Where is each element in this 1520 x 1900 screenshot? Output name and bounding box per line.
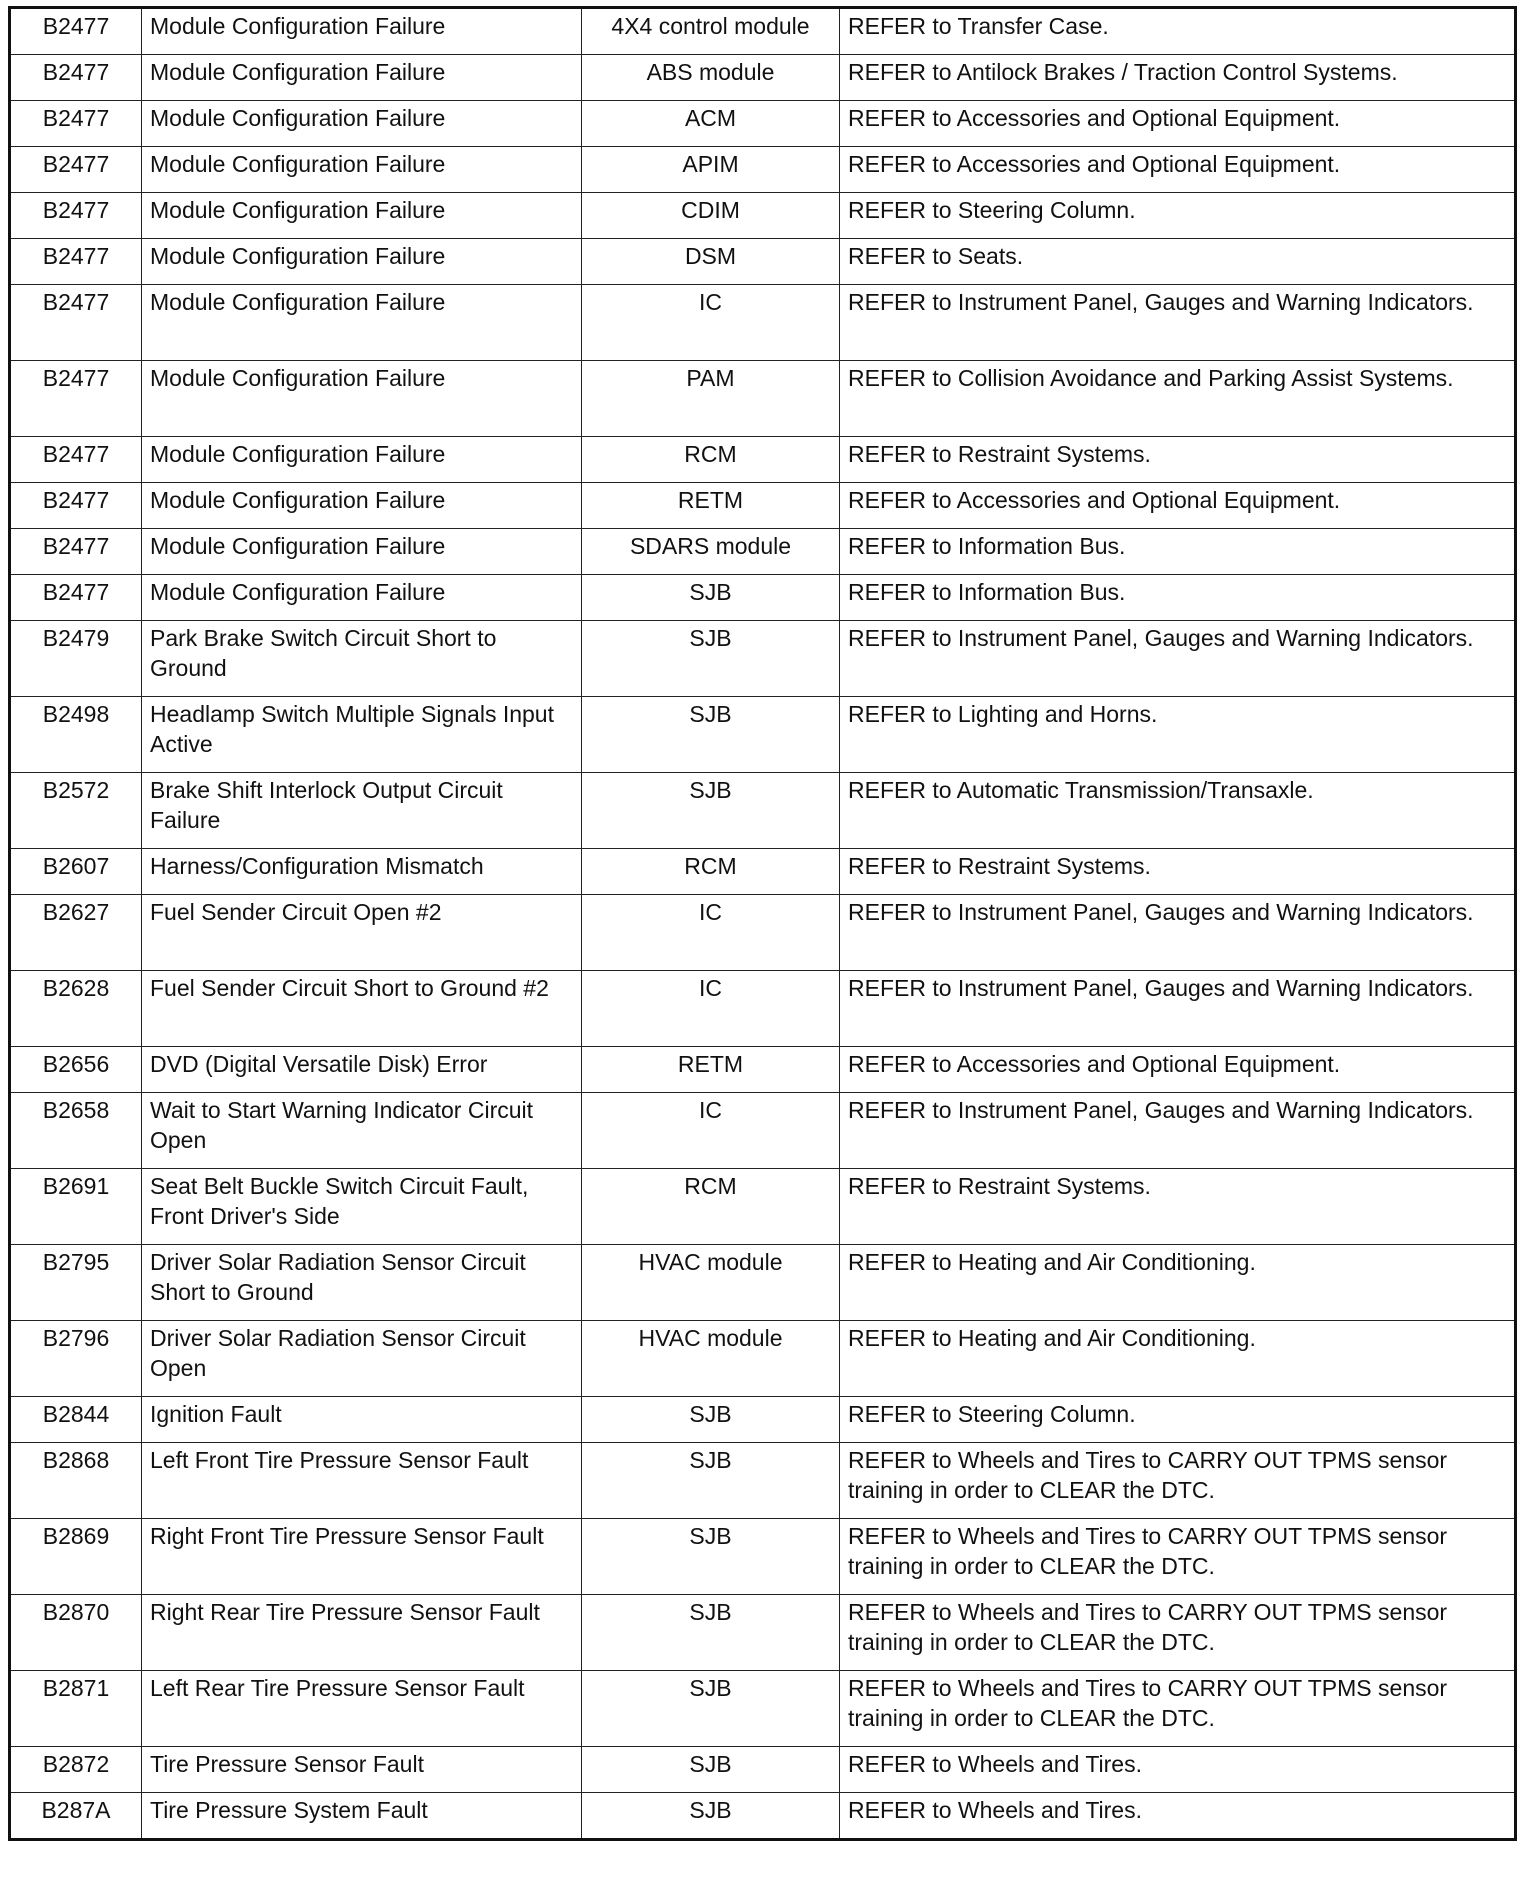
dtc-action-cell: REFER to Instrument Panel, Gauges and Warning Indicators. xyxy=(840,895,1516,971)
dtc-description-cell: Brake Shift Interlock Output Circuit Failure xyxy=(142,773,582,849)
dtc-code-cell: B2477 xyxy=(10,147,142,193)
dtc-code-cell: B2627 xyxy=(10,895,142,971)
dtc-module-cell: HVAC module xyxy=(582,1321,840,1397)
dtc-action-cell: REFER to Collision Avoidance and Parking Assist Systems. xyxy=(840,361,1516,437)
dtc-module-cell: IC xyxy=(582,895,840,971)
dtc-module-cell: DSM xyxy=(582,239,840,285)
dtc-module-cell: CDIM xyxy=(582,193,840,239)
dtc-action-cell: REFER to Transfer Case. xyxy=(840,8,1516,55)
dtc-code-cell: B2572 xyxy=(10,773,142,849)
dtc-action-cell: REFER to Automatic Transmission/Transaxle. xyxy=(840,773,1516,849)
dtc-action-cell: REFER to Instrument Panel, Gauges and Warning Indicators. xyxy=(840,621,1516,697)
dtc-code-cell: B2477 xyxy=(10,239,142,285)
dtc-module-cell: SJB xyxy=(582,1793,840,1840)
dtc-action-cell: REFER to Restraint Systems. xyxy=(840,437,1516,483)
dtc-code-cell: B2607 xyxy=(10,849,142,895)
dtc-module-cell: SJB xyxy=(582,621,840,697)
dtc-description-cell: Fuel Sender Circuit Open #2 xyxy=(142,895,582,971)
dtc-description-cell: Right Rear Tire Pressure Sensor Fault xyxy=(142,1595,582,1671)
dtc-action-cell: REFER to Accessories and Optional Equipment. xyxy=(840,101,1516,147)
dtc-description-cell: Module Configuration Failure xyxy=(142,483,582,529)
dtc-action-cell: REFER to Restraint Systems. xyxy=(840,1169,1516,1245)
dtc-code-cell: B2872 xyxy=(10,1747,142,1793)
table-row xyxy=(10,1169,1516,1245)
table-row xyxy=(10,1047,1516,1093)
table-row xyxy=(10,971,1516,1047)
table-row xyxy=(10,697,1516,773)
dtc-description-cell: Left Rear Tire Pressure Sensor Fault xyxy=(142,1671,582,1747)
dtc-action-cell: REFER to Lighting and Horns. xyxy=(840,697,1516,773)
table-row xyxy=(10,773,1516,849)
table-row xyxy=(10,193,1516,239)
dtc-module-cell: IC xyxy=(582,971,840,1047)
dtc-action-cell: REFER to Instrument Panel, Gauges and Warning Indicators. xyxy=(840,1093,1516,1169)
dtc-action-cell: REFER to Instrument Panel, Gauges and Warning Indicators. xyxy=(840,971,1516,1047)
dtc-code-cell: B2477 xyxy=(10,55,142,101)
dtc-action-cell: REFER to Accessories and Optional Equipment. xyxy=(840,483,1516,529)
dtc-module-cell: SJB xyxy=(582,1519,840,1595)
dtc-description-cell: Headlamp Switch Multiple Signals Input Active xyxy=(142,697,582,773)
dtc-description-cell: Tire Pressure Sensor Fault xyxy=(142,1747,582,1793)
dtc-action-cell: REFER to Wheels and Tires to CARRY OUT TPMS sensor training in order to CLEAR the DTC. xyxy=(840,1519,1516,1595)
dtc-description-cell: Harness/Configuration Mismatch xyxy=(142,849,582,895)
dtc-description-cell: Right Front Tire Pressure Sensor Fault xyxy=(142,1519,582,1595)
dtc-module-cell: PAM xyxy=(582,361,840,437)
dtc-description-cell: Tire Pressure System Fault xyxy=(142,1793,582,1840)
dtc-action-cell: REFER to Accessories and Optional Equipment. xyxy=(840,147,1516,193)
dtc-code-cell: B2844 xyxy=(10,1397,142,1443)
table-row xyxy=(10,1397,1516,1443)
dtc-module-cell: SJB xyxy=(582,575,840,621)
table-row xyxy=(10,1793,1516,1840)
dtc-action-cell: REFER to Accessories and Optional Equipment. xyxy=(840,1047,1516,1093)
table-row xyxy=(10,101,1516,147)
dtc-action-cell: REFER to Wheels and Tires. xyxy=(840,1747,1516,1793)
dtc-module-cell: HVAC module xyxy=(582,1245,840,1321)
dtc-action-cell: REFER to Wheels and Tires. xyxy=(840,1793,1516,1840)
dtc-action-cell: REFER to Information Bus. xyxy=(840,529,1516,575)
dtc-table xyxy=(8,6,1517,1841)
dtc-code-cell: B287A xyxy=(10,1793,142,1840)
dtc-module-cell: SJB xyxy=(582,773,840,849)
dtc-code-cell: B2870 xyxy=(10,1595,142,1671)
dtc-description-cell: Fuel Sender Circuit Short to Ground #2 xyxy=(142,971,582,1047)
dtc-description-cell: Module Configuration Failure xyxy=(142,147,582,193)
dtc-action-cell: REFER to Wheels and Tires to CARRY OUT TPMS sensor training in order to CLEAR the DTC. xyxy=(840,1595,1516,1671)
dtc-action-cell: REFER to Antilock Brakes / Traction Control Systems. xyxy=(840,55,1516,101)
table-row xyxy=(10,361,1516,437)
table-row xyxy=(10,1245,1516,1321)
dtc-action-cell: REFER to Heating and Air Conditioning. xyxy=(840,1321,1516,1397)
dtc-code-cell: B2477 xyxy=(10,483,142,529)
dtc-module-cell: SJB xyxy=(582,1397,840,1443)
dtc-module-cell: SJB xyxy=(582,1747,840,1793)
dtc-description-cell: Left Front Tire Pressure Sensor Fault xyxy=(142,1443,582,1519)
dtc-module-cell: RCM xyxy=(582,849,840,895)
dtc-module-cell: SJB xyxy=(582,1595,840,1671)
dtc-description-cell: Module Configuration Failure xyxy=(142,361,582,437)
table-row xyxy=(10,895,1516,971)
dtc-code-cell: B2477 xyxy=(10,361,142,437)
table-row xyxy=(10,1519,1516,1595)
dtc-action-cell: REFER to Seats. xyxy=(840,239,1516,285)
dtc-action-cell: REFER to Steering Column. xyxy=(840,1397,1516,1443)
dtc-description-cell: Module Configuration Failure xyxy=(142,101,582,147)
dtc-code-cell: B2658 xyxy=(10,1093,142,1169)
dtc-code-cell: B2868 xyxy=(10,1443,142,1519)
dtc-module-cell: RETM xyxy=(582,483,840,529)
dtc-code-cell: B2477 xyxy=(10,285,142,361)
dtc-table-body xyxy=(10,8,1516,1840)
dtc-module-cell: RCM xyxy=(582,437,840,483)
dtc-module-cell: SJB xyxy=(582,697,840,773)
dtc-module-cell: IC xyxy=(582,285,840,361)
dtc-description-cell: Module Configuration Failure xyxy=(142,193,582,239)
dtc-description-cell: Module Configuration Failure xyxy=(142,529,582,575)
dtc-code-cell: B2691 xyxy=(10,1169,142,1245)
table-row xyxy=(10,437,1516,483)
table-row xyxy=(10,529,1516,575)
table-row xyxy=(10,147,1516,193)
dtc-code-cell: B2498 xyxy=(10,697,142,773)
dtc-code-cell: B2871 xyxy=(10,1671,142,1747)
dtc-description-cell: Module Configuration Failure xyxy=(142,55,582,101)
dtc-action-cell: REFER to Wheels and Tires to CARRY OUT TPMS sensor training in order to CLEAR the DTC. xyxy=(840,1671,1516,1747)
dtc-description-cell: Module Configuration Failure xyxy=(142,239,582,285)
dtc-description-cell: Park Brake Switch Circuit Short to Ground xyxy=(142,621,582,697)
table-row xyxy=(10,239,1516,285)
dtc-module-cell: SJB xyxy=(582,1443,840,1519)
dtc-module-cell: RCM xyxy=(582,1169,840,1245)
dtc-code-cell: B2477 xyxy=(10,529,142,575)
dtc-code-cell: B2795 xyxy=(10,1245,142,1321)
dtc-code-cell: B2477 xyxy=(10,193,142,239)
dtc-code-cell: B2796 xyxy=(10,1321,142,1397)
table-row xyxy=(10,285,1516,361)
dtc-description-cell: Module Configuration Failure xyxy=(142,437,582,483)
dtc-description-cell: Seat Belt Buckle Switch Circuit Fault, Front Driver's Side xyxy=(142,1169,582,1245)
table-row xyxy=(10,621,1516,697)
dtc-description-cell: DVD (Digital Versatile Disk) Error xyxy=(142,1047,582,1093)
dtc-action-cell: REFER to Heating and Air Conditioning. xyxy=(840,1245,1516,1321)
dtc-description-cell: Driver Solar Radiation Sensor Circuit Short to Ground xyxy=(142,1245,582,1321)
table-row xyxy=(10,1443,1516,1519)
dtc-module-cell: SJB xyxy=(582,1671,840,1747)
dtc-code-cell: B2479 xyxy=(10,621,142,697)
dtc-module-cell: RETM xyxy=(582,1047,840,1093)
dtc-code-cell: B2656 xyxy=(10,1047,142,1093)
dtc-module-cell: SDARS module xyxy=(582,529,840,575)
dtc-module-cell: IC xyxy=(582,1093,840,1169)
dtc-description-cell: Driver Solar Radiation Sensor Circuit Open xyxy=(142,1321,582,1397)
table-row xyxy=(10,849,1516,895)
dtc-code-cell: B2477 xyxy=(10,575,142,621)
dtc-description-cell: Wait to Start Warning Indicator Circuit Open xyxy=(142,1093,582,1169)
dtc-action-cell: REFER to Information Bus. xyxy=(840,575,1516,621)
table-row xyxy=(10,55,1516,101)
dtc-action-cell: REFER to Wheels and Tires to CARRY OUT TPMS sensor training in order to CLEAR the DTC. xyxy=(840,1443,1516,1519)
dtc-code-cell: B2628 xyxy=(10,971,142,1047)
dtc-description-cell: Module Configuration Failure xyxy=(142,285,582,361)
dtc-module-cell: APIM xyxy=(582,147,840,193)
dtc-action-cell: REFER to Instrument Panel, Gauges and Warning Indicators. xyxy=(840,285,1516,361)
dtc-module-cell: 4X4 control module xyxy=(582,8,840,55)
table-row xyxy=(10,1321,1516,1397)
dtc-action-cell: REFER to Restraint Systems. xyxy=(840,849,1516,895)
table-row xyxy=(10,1595,1516,1671)
table-row xyxy=(10,575,1516,621)
dtc-description-cell: Module Configuration Failure xyxy=(142,575,582,621)
table-row xyxy=(10,483,1516,529)
dtc-module-cell: ACM xyxy=(582,101,840,147)
dtc-code-cell: B2477 xyxy=(10,101,142,147)
table-row xyxy=(10,1671,1516,1747)
dtc-code-cell: B2477 xyxy=(10,437,142,483)
table-row xyxy=(10,8,1516,55)
dtc-description-cell: Module Configuration Failure xyxy=(142,8,582,55)
dtc-action-cell: REFER to Steering Column. xyxy=(840,193,1516,239)
dtc-code-cell: B2869 xyxy=(10,1519,142,1595)
table-row xyxy=(10,1093,1516,1169)
table-row xyxy=(10,1747,1516,1793)
dtc-module-cell: ABS module xyxy=(582,55,840,101)
dtc-code-cell: B2477 xyxy=(10,8,142,55)
dtc-description-cell: Ignition Fault xyxy=(142,1397,582,1443)
